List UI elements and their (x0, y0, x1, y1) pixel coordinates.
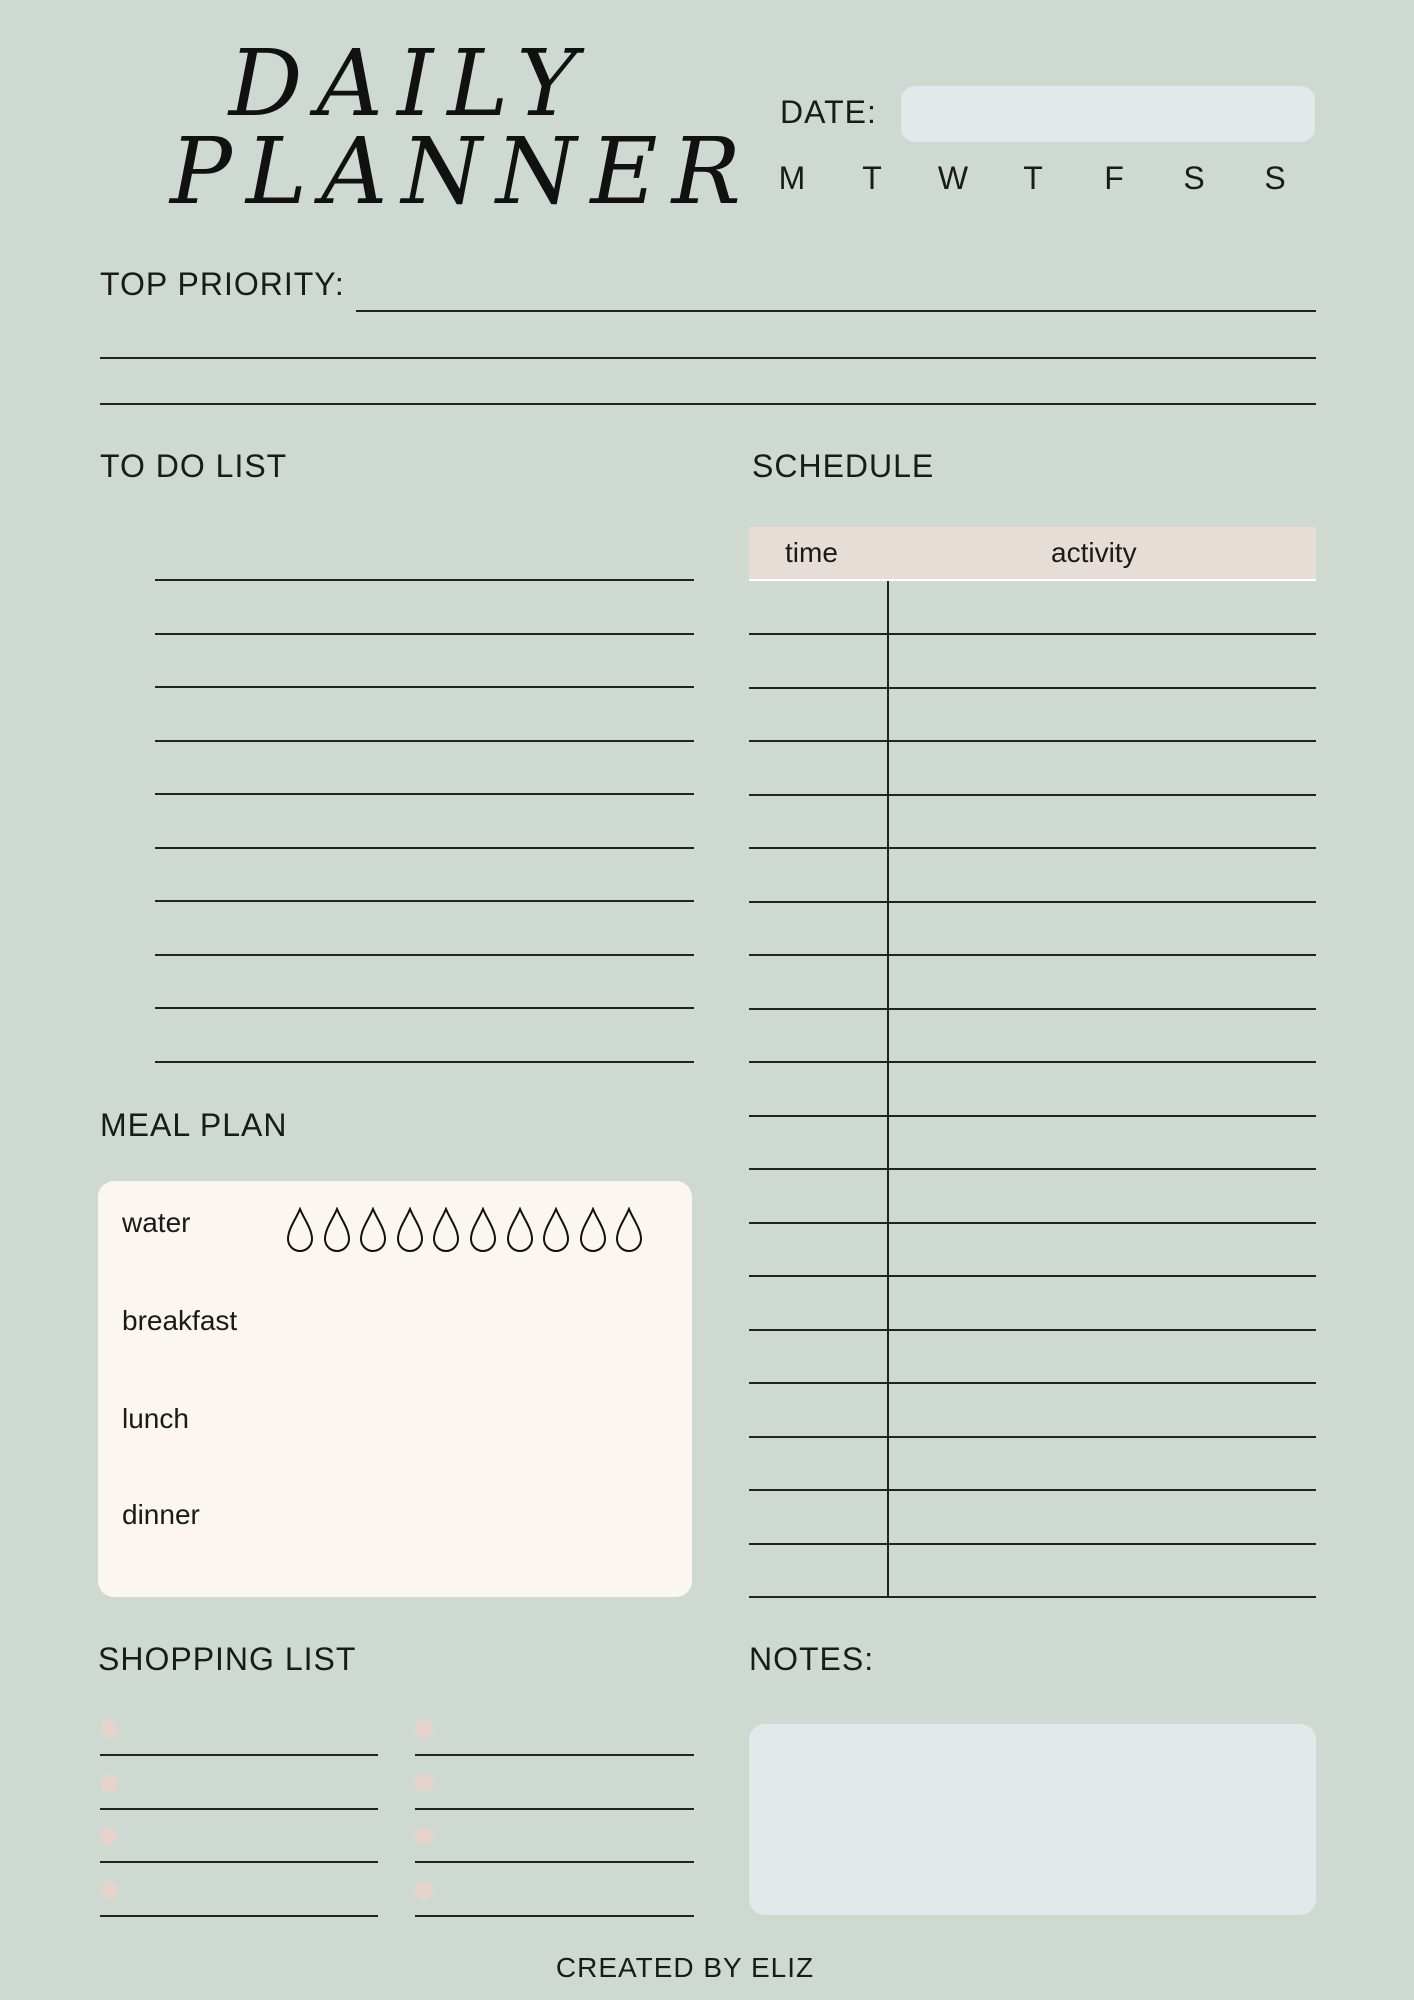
meal-label-breakfast: breakfast (122, 1305, 238, 1336)
shopping-bullet (415, 1720, 433, 1738)
schedule-row-line[interactable] (749, 1115, 1316, 1117)
shopping-line[interactable] (415, 1754, 694, 1756)
water-drop-icon[interactable] (468, 1207, 498, 1258)
schedule-row-line[interactable] (749, 1061, 1316, 1063)
weekday-3[interactable]: T (1023, 160, 1043, 196)
shopping-bullet (100, 1774, 118, 1792)
todo-line[interactable] (155, 1007, 694, 1009)
meal-label-water: water (122, 1207, 191, 1238)
meal-plan-card (98, 1181, 692, 1597)
todo-line[interactable] (155, 633, 694, 635)
schedule-heading: SCHEDULE (752, 448, 935, 484)
shopping-line[interactable] (100, 1754, 378, 1756)
water-drop-icon[interactable] (505, 1207, 535, 1258)
meal-label-dinner: dinner (122, 1499, 200, 1530)
notes-field[interactable] (749, 1724, 1316, 1915)
shopping-heading: SHOPPING LIST (98, 1641, 357, 1677)
shopping-line[interactable] (415, 1808, 694, 1810)
schedule-col-time: time (785, 537, 838, 568)
todo-line[interactable] (155, 1061, 694, 1063)
shopping-bullet (415, 1774, 433, 1792)
schedule-row-line[interactable] (749, 901, 1316, 903)
schedule-row-line[interactable] (749, 1275, 1316, 1277)
shopping-line[interactable] (100, 1808, 378, 1810)
schedule-row-line[interactable] (749, 794, 1316, 796)
todo-heading: TO DO LIST (100, 448, 288, 484)
schedule-row-line[interactable] (749, 687, 1316, 689)
weekday-6[interactable]: S (1264, 160, 1286, 196)
schedule-row-line[interactable] (749, 1382, 1316, 1384)
footer-credit: CREATED BY ELIZ (555, 1952, 815, 1983)
todo-line[interactable] (155, 847, 694, 849)
schedule-row-line[interactable] (749, 954, 1316, 956)
shopping-bullet (100, 1881, 118, 1899)
schedule-row-line[interactable] (749, 633, 1316, 635)
schedule-row-line[interactable] (749, 847, 1316, 849)
meal-plan-heading: MEAL PLAN (100, 1107, 288, 1143)
schedule-col-activity: activity (1051, 537, 1137, 568)
todo-line[interactable] (155, 740, 694, 742)
todo-line[interactable] (155, 793, 694, 795)
shopping-line[interactable] (100, 1915, 378, 1917)
water-drop-icon[interactable] (395, 1207, 425, 1258)
top-priority-line-1[interactable] (356, 310, 1316, 312)
schedule-row-line[interactable] (749, 1596, 1316, 1598)
water-drop-icon[interactable] (541, 1207, 571, 1258)
shopping-bullet (100, 1827, 118, 1845)
schedule-divider (887, 581, 889, 1596)
shopping-line[interactable] (415, 1915, 694, 1917)
water-drop-icon[interactable] (578, 1207, 608, 1258)
schedule-row-line[interactable] (749, 1329, 1316, 1331)
date-field[interactable] (901, 86, 1315, 142)
shopping-bullet (415, 1881, 433, 1899)
weekday-1[interactable]: T (862, 160, 882, 196)
weekday-5[interactable]: S (1183, 160, 1205, 196)
schedule-header-underline (749, 579, 1316, 581)
top-priority-line-2[interactable] (100, 357, 1316, 359)
schedule-row-line[interactable] (749, 1489, 1316, 1491)
todo-line[interactable] (155, 579, 694, 581)
schedule-row-line[interactable] (749, 740, 1316, 742)
water-drop-icon[interactable] (322, 1207, 352, 1258)
date-label: DATE: (780, 94, 877, 130)
meal-label-lunch: lunch (122, 1403, 189, 1434)
weekday-4[interactable]: F (1104, 160, 1124, 196)
weekday-0[interactable]: M (778, 160, 806, 196)
water-drop-icon[interactable] (285, 1207, 315, 1258)
schedule-header (749, 527, 1316, 579)
shopping-line[interactable] (415, 1861, 694, 1863)
notes-heading: NOTES: (749, 1641, 875, 1677)
todo-line[interactable] (155, 686, 694, 688)
shopping-bullet (415, 1827, 433, 1845)
todo-line[interactable] (155, 954, 694, 956)
weekday-2[interactable]: W (937, 160, 969, 196)
water-drop-icon[interactable] (614, 1207, 644, 1258)
schedule-row-line[interactable] (749, 1222, 1316, 1224)
schedule-row-line[interactable] (749, 1436, 1316, 1438)
top-priority-line-3[interactable] (100, 403, 1316, 405)
water-drop-icon[interactable] (358, 1207, 388, 1258)
water-drop-icon[interactable] (431, 1207, 461, 1258)
schedule-row-line[interactable] (749, 1168, 1316, 1170)
schedule-row-line[interactable] (749, 1543, 1316, 1545)
todo-line[interactable] (155, 900, 694, 902)
shopping-bullet (100, 1720, 118, 1738)
shopping-line[interactable] (100, 1861, 378, 1863)
schedule-row-line[interactable] (749, 1008, 1316, 1010)
top-priority-label: TOP PRIORITY: (100, 266, 345, 302)
planner-title-line1: DAILY (228, 30, 592, 137)
planner-title-line2: PLANNER (170, 118, 755, 225)
